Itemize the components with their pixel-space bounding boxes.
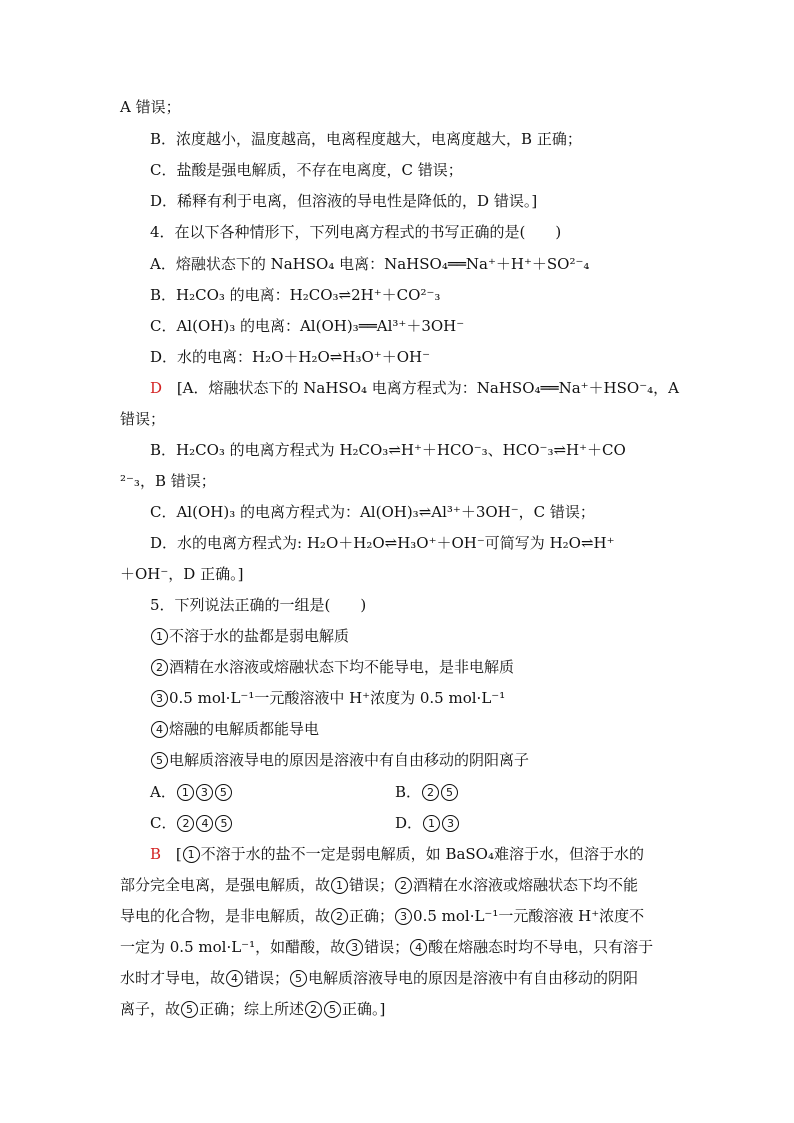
circled-number: 1 [151,628,168,645]
q4-exp-line-7: ＋OH⁻，D 正确。] [120,565,244,583]
circled-number: 4 [410,939,427,956]
q5-statement-5: 5 电解质溶液导电的原因是溶液中有自由移动的阴阳离子 [150,749,529,771]
circled-number: 5 [181,1001,198,1018]
circled-number: 2 [151,659,168,676]
q5-statement-4: 4 熔融的电解质都能导电 [150,718,319,740]
q4-answer-line [150,377,679,399]
q4-exp-line-3: B．H₂CO₃ 的电离方程式为 H₂CO₃⇌H⁺＋HCO⁻₃、HCO⁻₃⇌H⁺＋CO [150,441,626,459]
q5-answer-letter: B [150,845,162,863]
q3-exp-line-1: A 错误； [120,98,181,116]
circled-number: 2 [305,1001,322,1018]
q3-exp-line-3: C．盐酸是强电解质，不存在电离度，C 错误； [150,161,463,179]
q5-exp-line-6: 离子，故 5 正确；综上所述 2 5 正确。] [120,1000,386,1018]
q4-exp-line-4: ²⁻₃，B 错误； [120,472,216,490]
circled-number: 1 [177,784,194,801]
q5-statement-2: 2 酒精在水溶液或熔融状态下均不能导电，是非电解质 [150,656,514,678]
q5-option-d: D． 1 3 [395,812,460,834]
q4-exp-line-6: D．水的电离方程式为: H₂O＋H₂O⇌H₃O⁺＋OH⁻可简写为 H₂O⇌H⁺ [150,534,615,552]
q4-option-b: B．H₂CO₃ 的电离：H₂CO₃⇌2H⁺＋CO²⁻₃ [150,286,441,304]
circled-number: 3 [196,784,213,801]
q5-option-b: B． 2 5 [395,781,459,803]
q5-exp-line-3: 导电的化合物，是非电解质，故 2 正确； 3 0.5 mol·L⁻¹一元酸溶液 H⁺浓度不 [120,907,645,925]
circled-number: 2 [177,815,194,832]
circled-number: 5 [215,815,232,832]
circled-number: 2 [422,784,439,801]
circled-number: 1 [423,815,440,832]
circled-number: 5 [324,1001,341,1018]
q3-exp-line-2: B．浓度越小，温度越高，电离程度越大，电离度越大，B 正确； [150,130,582,148]
q4-option-c: C．Al(OH)₃ 的电离：Al(OH)₃══Al³⁺＋3OH⁻ [150,317,465,335]
q5-answer-line: B [ 1 不溶于水的盐不一定是弱电解质，如 BaSO₄难溶于水，但溶于水的 [150,845,644,863]
circled-number: 5 [290,970,307,987]
q4-option-d: D．水的电离：H₂O＋H₂O⇌H₃O⁺＋OH⁻ [150,348,430,366]
q5-stem: 5．下列说法正确的一组是( ) [150,596,367,614]
q5-exp-line-1: 不溶于水的盐不一定是弱电解质，如 BaSO₄难溶于水，但溶于水的 [200,845,644,863]
circled-number: 3 [442,815,459,832]
circled-number: 1 [183,846,200,863]
q5-exp-line-2: 部分完全电离，是强电解质，故 1 错误； 2 酒精在水溶液或熔融状态下均不能 [120,876,639,894]
q4-exp-line-2: 错误； [120,410,166,428]
circled-number: 5 [215,784,232,801]
circled-number: 4 [196,815,213,832]
q5-exp-line-4: 一定为 0.5 mol·L⁻¹，如醋酸，故 3 错误； 4 酸在熔融态时均不导电，只有溶于 [120,938,654,956]
circled-number: 3 [395,908,412,925]
q4-option-a: A．熔融状态下的 NaHSO₄ 电离：NaHSO₄══Na⁺＋H⁺＋SO²⁻₄ [150,255,590,273]
q3-exp-line-4: D．稀释有利于电离，但溶液的导电性是降低的，D 错误。] [150,192,538,210]
q5-exp-line-5: 水时才导电，故 4 错误； 5 电解质溶液导电的原因是溶液中有自由移动的阴阳 [120,969,639,987]
q4-exp-line-1: [A．熔融状态下的 NaHSO₄ 电离方程式为：NaHSO₄══Na⁺＋HSO⁻₄，A [176,379,679,397]
circled-number: 1 [331,877,348,894]
circled-number: 2 [331,908,348,925]
q5-statement-3: 3 0.5 mol·L⁻¹一元酸溶液中 H⁺浓度为 0.5 mol·L⁻¹ [150,687,505,709]
q5-statement-1: 1 不溶于水的盐都是弱电解质 [150,625,349,647]
q4-exp-line-5: C．Al(OH)₃ 的电离方程式为：Al(OH)₃⇌Al³⁺＋3OH⁻，C 错误； [150,503,595,521]
circled-number: 5 [151,752,168,769]
circled-number: 5 [441,784,458,801]
q5-option-a: A． 1 3 5 [150,781,233,803]
circled-number: 2 [395,877,412,894]
circled-number: 3 [346,939,363,956]
q4-stem: 4．在以下各种情形下，下列电离方程式的书写正确的是( ) [150,223,562,241]
q5-option-c: C． 2 4 5 [150,812,233,834]
circled-number: 3 [151,690,168,707]
circled-number: 4 [151,721,168,738]
q4-answer-letter: D [150,379,163,397]
circled-number: 4 [226,970,243,987]
